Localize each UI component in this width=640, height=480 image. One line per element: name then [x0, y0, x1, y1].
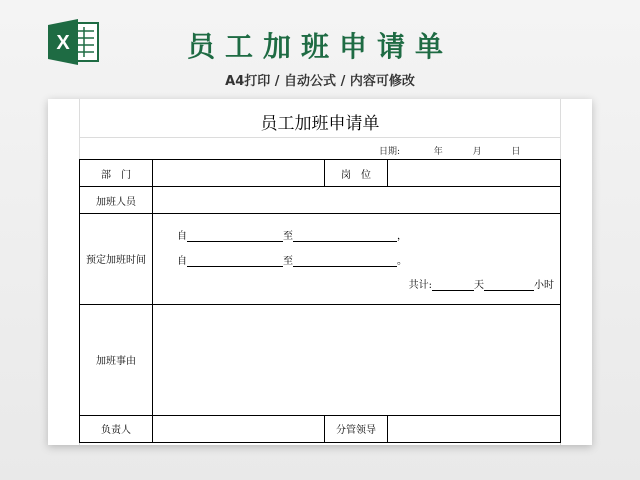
reason-field[interactable] [153, 304, 561, 415]
day-unit: 天 [474, 280, 484, 292]
leader-field[interactable] [388, 415, 561, 442]
from-blank[interactable] [187, 230, 283, 242]
total-label: 共计: [408, 280, 432, 292]
from-label: 自 [177, 256, 187, 268]
date-month: 月 [472, 147, 482, 157]
to-label: 至 [283, 256, 293, 268]
position-field[interactable] [388, 160, 561, 187]
grid-line [80, 137, 560, 138]
staff-label: 加班人员 [80, 187, 153, 214]
department-label: 部 门 [80, 160, 153, 187]
position-label: 岗 位 [325, 160, 388, 187]
date-line [379, 144, 520, 157]
time-line-2 [177, 252, 407, 267]
line-end-comma: ， [397, 231, 407, 243]
owner-label: 负责人 [80, 415, 153, 442]
date-label: 日期: [379, 147, 401, 157]
to-blank[interactable] [293, 230, 397, 242]
hour-unit: 小时 [534, 280, 554, 292]
time-field[interactable] [153, 214, 561, 304]
to-blank[interactable] [293, 255, 397, 267]
banner-subtitle: A4打印 / 自动公式 / 内容可修改 [225, 74, 415, 89]
days-blank[interactable] [432, 279, 474, 291]
excel-logo-letter: X [56, 32, 70, 54]
date-day: 日 [511, 147, 521, 157]
department-field[interactable] [153, 160, 325, 187]
staff-field[interactable] [153, 187, 561, 214]
leader-label: 分管领导 [325, 415, 388, 442]
hours-blank[interactable] [484, 279, 534, 291]
banner-title: 员工加班申请单 [186, 30, 453, 63]
line-end-period: 。 [397, 256, 407, 268]
owner-field[interactable] [153, 415, 325, 442]
to-label: 至 [283, 231, 293, 243]
time-label: 预定加班时间 [80, 214, 153, 304]
reason-label: 加班事由 [80, 304, 153, 415]
form-title: 员工加班申请单 [260, 114, 380, 134]
time-line-1 [177, 227, 407, 242]
overtime-form-table [79, 159, 561, 443]
from-label: 自 [177, 231, 187, 243]
spreadsheet-page [48, 99, 592, 445]
from-blank[interactable] [187, 255, 283, 267]
date-year: 年 [433, 147, 443, 157]
total-line [409, 276, 554, 291]
